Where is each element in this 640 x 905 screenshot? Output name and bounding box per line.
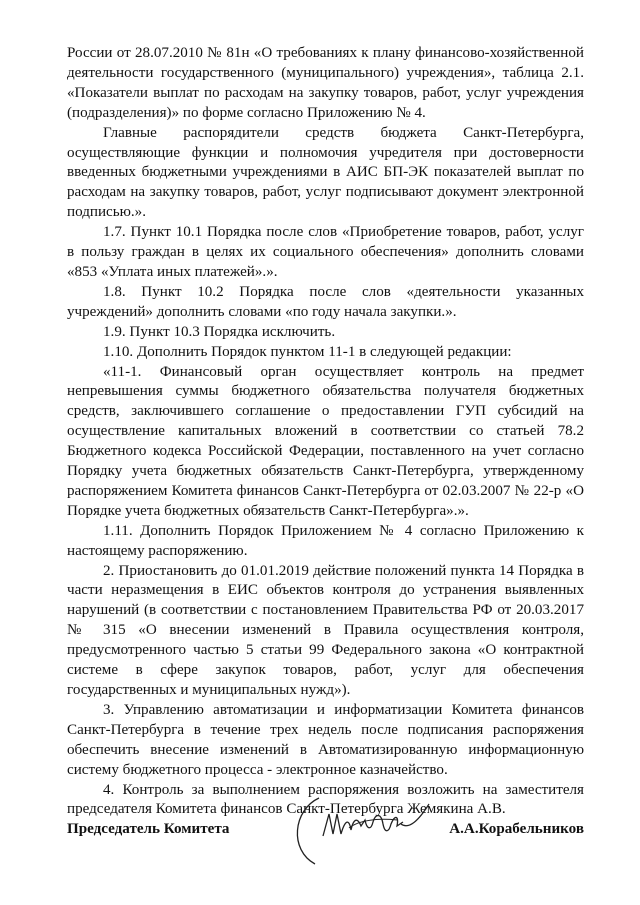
document-body [67,44,584,820]
paragraph: России от 28.07.2010 № 81н «О требованиях к плану финансово-хозяйственной деятельности государственного (муниципального) учреждения», таблица 2.1. «Показатели выплат по расходам на закупку товаров, работ, услуг учреждения (подразделения)» по форме согласно Приложению № 4. [67,45,584,121]
paragraph: 3. Управлению автоматизации и информатизации Комитета финансов Санкт-Петербурга в течение трех недель после подписания распоряжения обеспечить внесение изменений в Автоматизированную информационную систему бюджетного процесса - электронное казначейство. [67,701,584,778]
paragraph: 1.10. Дополнить Порядок пунктом 11-1 в следующей редакции: [103,343,512,360]
signatory-title: Председатель Комитета [67,821,230,837]
paragraph: 1.7. Пункт 10.1 Порядка после слов «Приобретение товаров, работ, услуг в пользу граждан в целях их социального обеспечения» дополнить словами «853 «Уплата иных платежей».». [67,224,584,280]
paragraph: 2. Приостановить до 01.01.2019 действие положений пункта 14 Порядка в части неразмещения в ЕИС объектов контроля до устранения выявленных нарушений (в соответствии с постановлением Правительства РФ от 20.03.2017 № 315 «О внесении изменений в Правила осуществления контроля, предусмотренного частью 5 статьи 99 Федерального закона «О контрактной системе в сфере закупок товаров, работ, услуг для обеспечения государственных и муниципальных нужд»). [67,562,584,698]
paragraph: 4. Контроль за выполнением распоряжения возложить на заместителя председателя Комитета финансов Санкт-Петербурга Жемякина А.В. [67,781,584,818]
signatory-name: А.А.Корабельников [449,821,584,837]
paragraph: Главные распорядители средств бюджета Санкт-Петербурга, осуществляющие функции и полномочия учредителя при достоверности введенных бюджетными учреждениями в АИС БП-ЭК показателей выплат по расходам на закупку товаров, работ, услуг подписывают документ электронной подписью.». [67,124,584,221]
signature-block [67,810,584,850]
paragraph: 1.11. Дополнить Порядок Приложением № 4 согласно Приложению к настоящему распоряжению. [67,522,584,559]
paragraph: 1.8. Пункт 10.2 Порядка после слов «деятельности указанных учреждений» дополнить словами «по году начала закупки.». [67,283,584,320]
handwritten-signature [279,790,459,870]
paragraph: 1.9. Пункт 10.3 Порядка исключить. [103,323,336,340]
paragraph: «11-1. Финансовый орган осуществляет контроль на предмет непревышения суммы бюджетного обязательства получателя бюджетных средств, заключившего соглашение о предоставлении ГУП субсидий на осуществление капитальных вложений в соответствии со статьей 78.2 Бюджетного кодекса Российской Федерации, поставленного на учет согласно Порядку учета бюджетных обязательств Санкт-Петербурга, утвержденному распоряжением Комитета финансов Санкт-Петербурга от 02.03.2007 № 22-р «О Порядке учета бюджетных обязательств Санкт-Петербурга».». [67,363,584,519]
